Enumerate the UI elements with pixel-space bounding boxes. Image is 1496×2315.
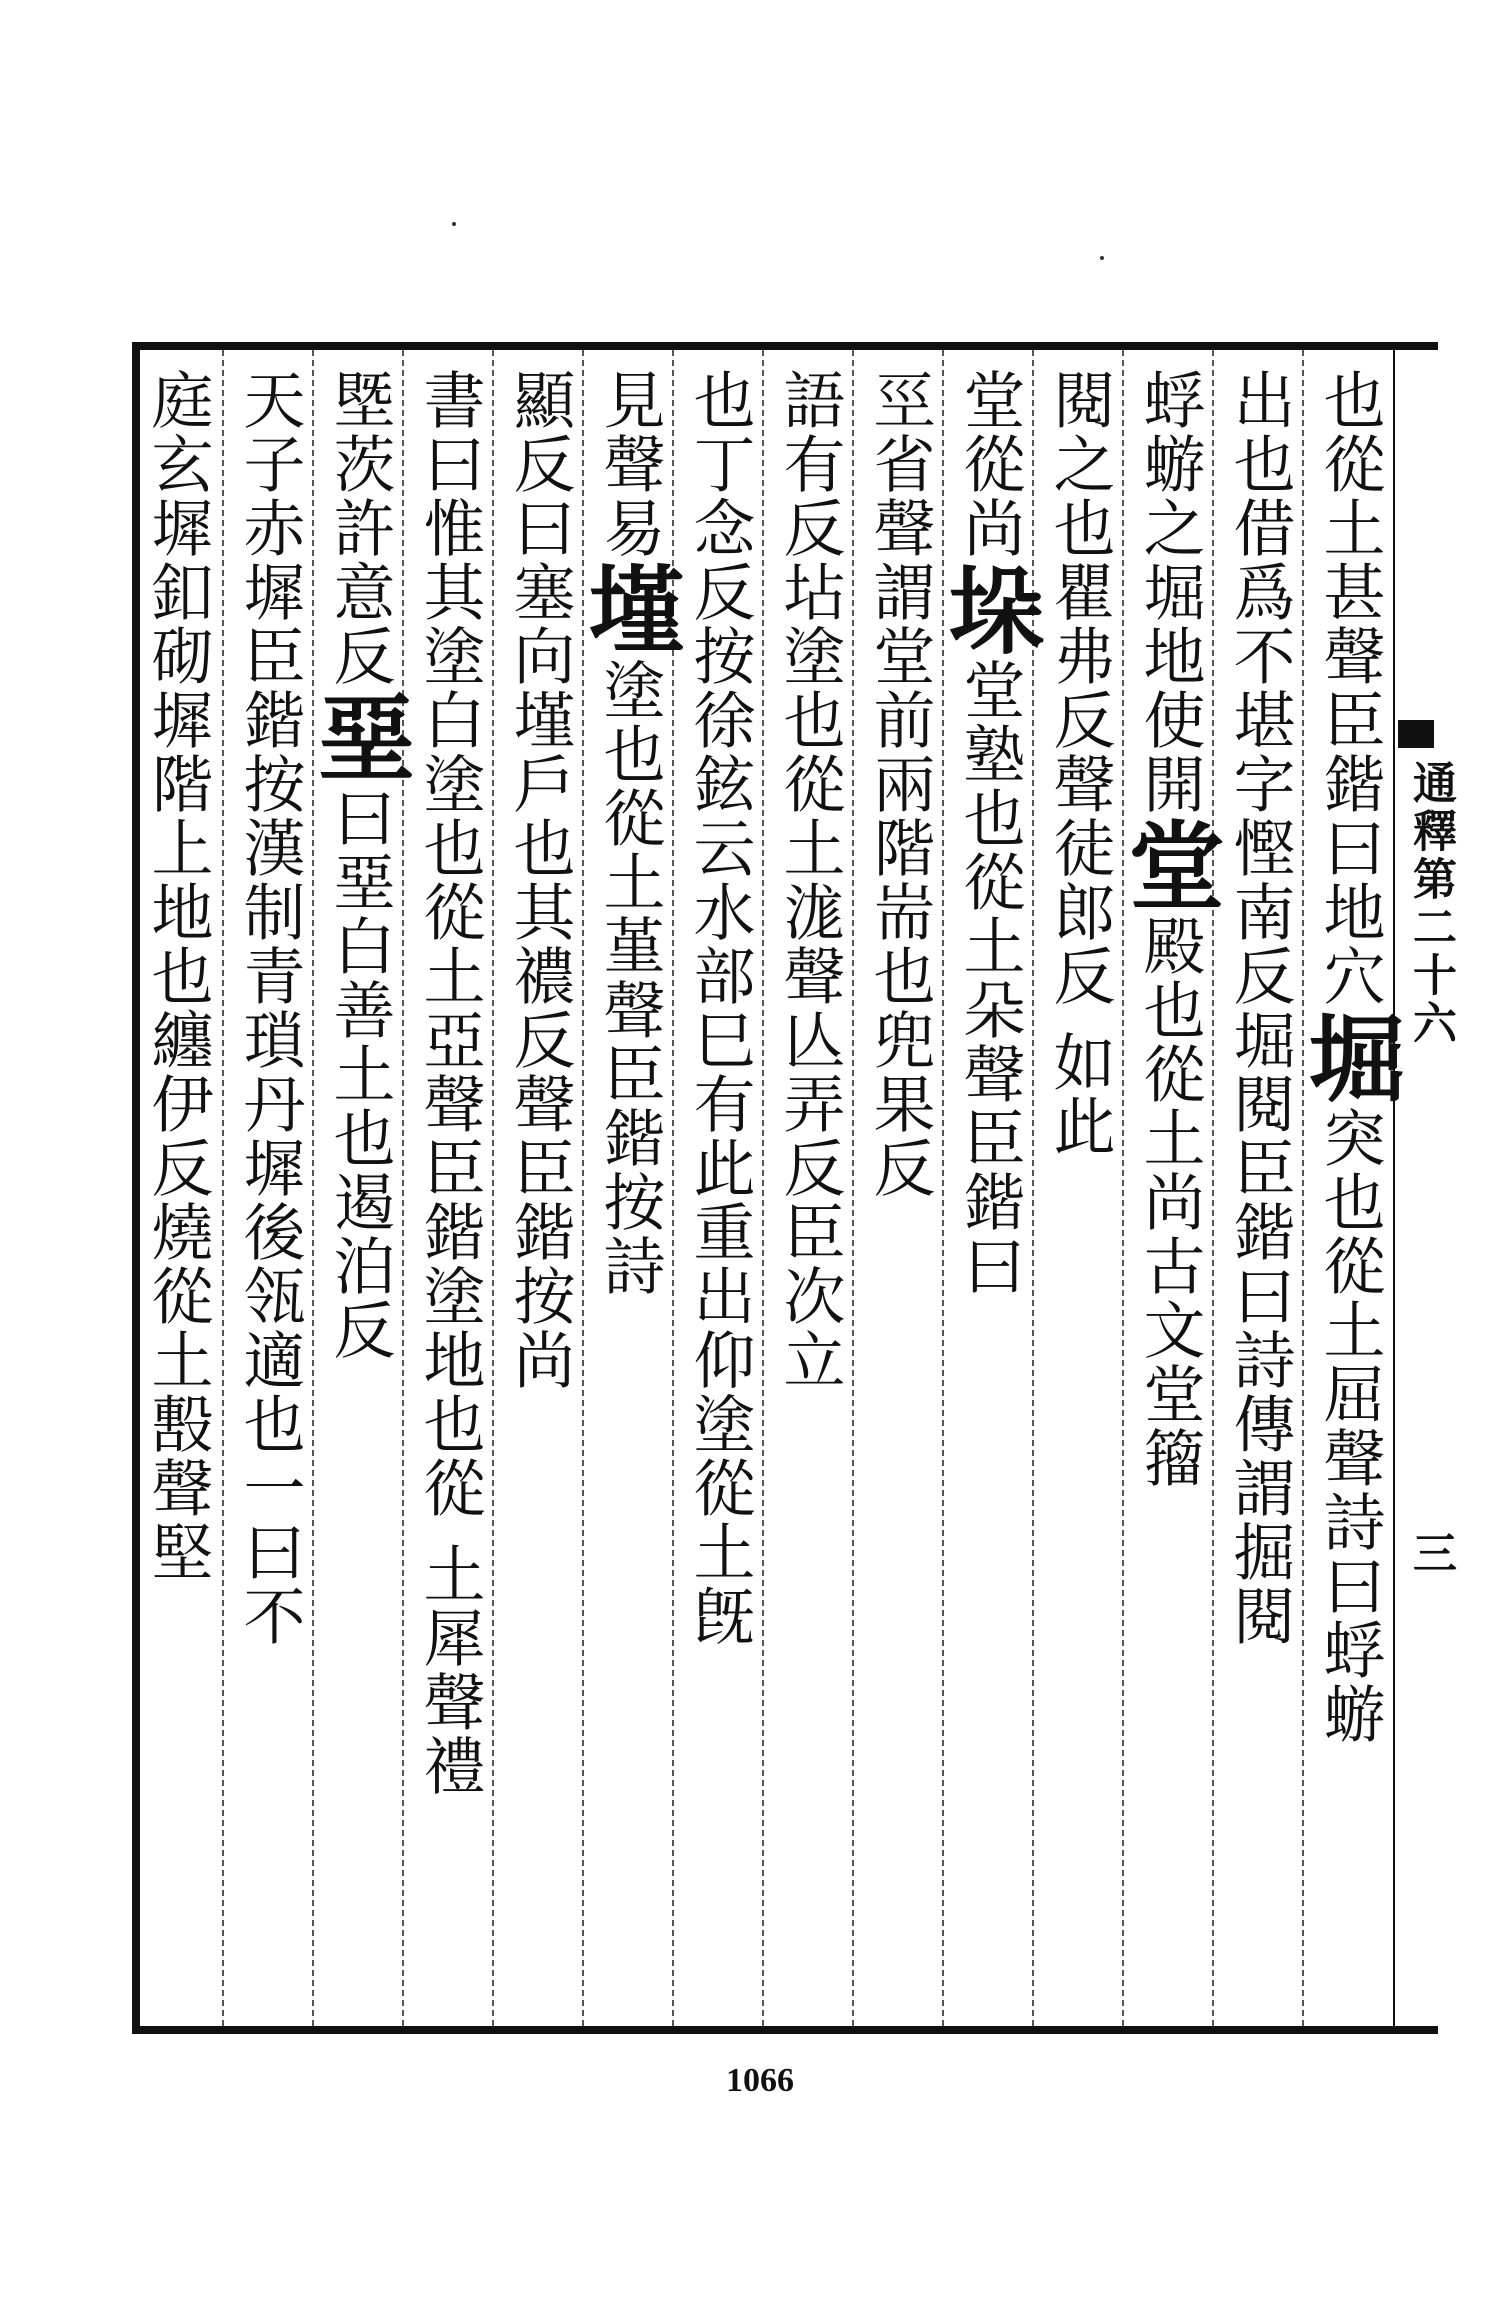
column-12 (303, 350, 416, 2026)
column-7 (762, 350, 852, 2026)
column-text: 謂堂前兩階耑也兜果反 (863, 560, 936, 1200)
column-text: 曰塞向墐戶也其禯反 (503, 496, 576, 1072)
column-9 (573, 350, 686, 2026)
page-number: 1066 (726, 2062, 794, 2099)
seal-character: 堀 (1293, 1008, 1406, 1106)
column-text: 顯反 (503, 368, 576, 496)
column-text: 聲臣鍇按尚 (503, 1072, 576, 1392)
column-text: 塗地也從 土犀聲禮 (413, 1264, 486, 1798)
column-text: 也從土甚聲臣鍇曰地穴 (1313, 368, 1386, 1008)
seal-character: 堂 (1113, 816, 1226, 914)
column-text: 塗也從土堇聲臣鍇按詩 (593, 658, 666, 1298)
column-text: 突也從土屈聲詩曰蜉蝣 (1313, 1106, 1386, 1746)
column-text: 巠省聲 (863, 368, 936, 560)
column-1 (1293, 350, 1406, 2026)
column-text: 出也借爲不堪字慳南反 (1223, 368, 1296, 1008)
text-columns (140, 350, 1406, 2026)
book-title: 通釋第二十六 (1405, 760, 1456, 1048)
column-text: 瓴適也一曰不 (233, 1264, 306, 1648)
column-text: 閱之也瞿弗反 (1043, 368, 1116, 752)
column-text: 也丁念反 (683, 368, 756, 624)
column-text: 塈茨許意反 (323, 368, 396, 688)
column-text: 殿也從土尚古文堂籀 (1133, 914, 1206, 1490)
column-text: 堂塾也從土朵聲臣鍇曰 (953, 658, 1026, 1298)
column-text: 堂從尚 (953, 368, 1026, 560)
column-14 (132, 350, 222, 2026)
column-2 (1212, 350, 1302, 2026)
column-5 (933, 350, 1046, 2026)
seal-character: 堊 (303, 688, 416, 786)
speck (452, 222, 456, 226)
column-text: 白塗也從土亞聲臣鍇 (413, 688, 486, 1264)
column-11 (402, 350, 492, 2026)
column-text: 燒從土毄聲堅 (141, 1200, 214, 1584)
column-text: 天子赤墀臣鍇按漢制青瑣丹墀後 (233, 368, 306, 1264)
column-6 (852, 350, 942, 2026)
margin-strip (1393, 350, 1440, 2026)
frame-bottom-rule (132, 2026, 1438, 2034)
column-text: 仰塗從土旣 (683, 1328, 756, 1648)
column-10 (492, 350, 582, 2026)
column-text: 書曰惟其塗 (413, 368, 486, 688)
column-text: 按徐鉉云水部巳有此重出 (683, 624, 756, 1328)
column-text: 語有反坫 (773, 368, 846, 624)
column-text: 聲徒郎反 如此 (1043, 752, 1116, 1158)
column-text: 塗也從土浝聲亾弄反臣次立 (773, 624, 846, 1392)
column-text: 堀閱臣鍇曰詩傳謂掘閱 (1223, 1008, 1296, 1648)
column-text: 庭玄墀釦砌墀階上地也纏伊反 (141, 368, 214, 1200)
column-text: 蜉蝣之堀地使開 (1133, 368, 1206, 816)
column-text: 見聲易 (593, 368, 666, 560)
seal-character: 墐 (573, 560, 686, 658)
column-13 (222, 350, 312, 2026)
column-3 (1113, 350, 1226, 2026)
speck (1100, 256, 1104, 260)
seal-character: 垛 (933, 560, 1046, 658)
leaf-number: 三 (1405, 1530, 1456, 1574)
fishtail-mark (1398, 720, 1434, 748)
column-text: 曰堊白善土也遏泊反 (323, 786, 396, 1362)
